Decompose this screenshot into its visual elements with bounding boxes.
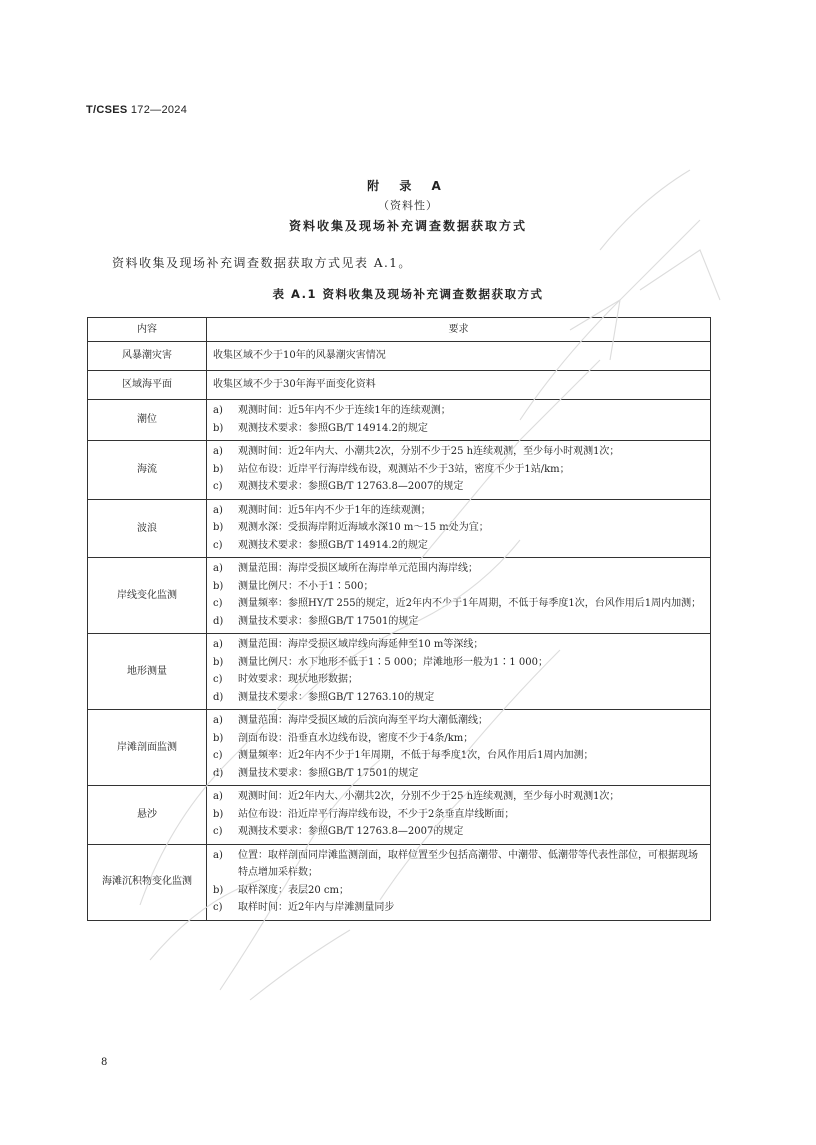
requirement-item — [213, 689, 704, 707]
item-text: 观测水深：受损海岸附近海域水深10 m～15 m处为宜； — [238, 522, 489, 533]
row-content-cell: 波浪 — [88, 499, 207, 558]
item-marker: c) — [213, 539, 223, 551]
table-row — [88, 634, 711, 710]
row-requirements-cell — [207, 844, 711, 920]
table-header-row — [88, 318, 711, 342]
requirement-item — [213, 420, 704, 438]
row-requirements-cell — [207, 342, 711, 371]
table-row — [88, 844, 711, 920]
item-text: 观测技术要求：参照GB/T 12763.8—2007的规定 — [238, 826, 464, 837]
item-marker: d) — [213, 691, 224, 703]
requirement-item — [213, 671, 704, 689]
item-marker: a) — [213, 849, 223, 861]
requirement-item — [213, 461, 704, 479]
item-marker: c) — [213, 902, 223, 913]
row-requirements-cell — [207, 400, 711, 441]
page-number: 8 — [101, 1057, 108, 1068]
item-text: 观测技术要求：参照GB/T 12763.8—2007的规定 — [238, 481, 464, 492]
item-text: 测量范围：海岸受损区域的后滨向海至平均大潮低潮线； — [238, 715, 488, 726]
row-content-cell: 潮位 — [88, 400, 207, 441]
requirement-item — [213, 847, 704, 882]
table-row — [88, 499, 711, 558]
item-text: 测量频率：近2年内不少于1年周期，不低于每季度1次，台风作用后1周内加测； — [238, 750, 594, 761]
appendix-title: 附 录 A — [367, 179, 449, 193]
item-text: 收集区域不少于30年海平面变化资料 — [213, 378, 376, 390]
header-content: 内容 — [88, 318, 207, 342]
requirement-item — [213, 730, 704, 748]
item-marker: b) — [213, 656, 224, 668]
item-text: 测量范围：海岸受损区域岸线向海延伸至10 m等深线； — [238, 639, 484, 650]
table-row — [88, 441, 711, 500]
item-text: 测量技术要求：参照GB/T 17501的规定 — [238, 767, 419, 779]
item-marker: a) — [213, 791, 223, 802]
item-text: 测量技术要求：参照GB/T 17501的规定 — [238, 615, 419, 627]
item-text: 测量比例尺：不小于1∶500； — [238, 580, 374, 592]
row-requirements-cell — [207, 786, 711, 845]
appendix-subtitle: 资料收集及现场补充调查数据获取方式 — [288, 219, 527, 233]
item-marker: c) — [213, 481, 223, 492]
item-text: 位置：取样剖面同岸滩监测剖面，取样位置至少包括高潮带、中潮带、低潮带等代表性部位，可根据现场特点增加采样数； — [238, 849, 698, 878]
item-text: 站位布设：沿近岸平行海岸线布设，不少于2条垂直岸线断面； — [238, 808, 515, 820]
header-requirements: 要求 — [207, 318, 711, 342]
requirements-table — [87, 317, 711, 921]
item-text: 取样时间：近2年内与岸滩测量同步 — [238, 902, 395, 913]
item-marker: c) — [213, 826, 223, 837]
item-marker: b) — [213, 732, 224, 744]
item-text: 测量频率：参照HY/T 255的规定，近2年内不少于1年周期，不低于每季度1次，台风作用后1周内加测； — [238, 598, 702, 609]
requirement-item — [213, 712, 704, 730]
requirement-item — [213, 347, 704, 365]
appendix-nature: （资料性） — [378, 199, 438, 212]
requirement-item — [213, 595, 704, 613]
item-text: 时效要求：现状地形数据； — [238, 674, 358, 685]
table-body — [88, 342, 711, 921]
row-requirements-cell — [207, 558, 711, 634]
row-content-cell: 区域海平面 — [88, 371, 207, 400]
row-requirements-cell — [207, 634, 711, 710]
item-marker: b) — [213, 422, 224, 434]
item-marker: c) — [213, 598, 223, 609]
row-requirements-cell — [207, 371, 711, 400]
requirement-item — [213, 519, 704, 537]
document-header — [86, 104, 187, 116]
item-text: 剖面布设：沿垂直水边线布设，密度不少于4条/km； — [238, 732, 474, 744]
item-marker: a) — [213, 504, 223, 516]
requirement-item — [213, 882, 704, 900]
item-text: 取样深度：表层20 cm； — [238, 884, 349, 896]
row-requirements-cell — [207, 441, 711, 500]
item-text: 观测技术要求：参照GB/T 14914.2的规定 — [238, 422, 428, 434]
requirement-item — [213, 443, 704, 461]
item-text: 测量技术要求：参照GB/T 12763.10的规定 — [238, 691, 435, 703]
row-content-cell: 风暴潮灾害 — [88, 342, 207, 371]
intro-paragraph: 资料收集及现场补充调查数据获取方式见表 A.1。 — [112, 256, 412, 270]
table-row — [88, 400, 711, 441]
table-row — [88, 710, 711, 786]
item-text: 观测时间：近5年内不少于1年的连续观测； — [238, 504, 431, 516]
requirement-item — [213, 613, 704, 631]
item-marker: a) — [213, 639, 223, 650]
item-marker: a) — [213, 715, 223, 726]
requirement-item — [213, 636, 704, 654]
row-content-cell: 岸线变化监测 — [88, 558, 207, 634]
requirement-item — [213, 578, 704, 596]
item-marker: d) — [213, 767, 224, 779]
row-content-cell: 海流 — [88, 441, 207, 500]
requirement-item — [213, 502, 704, 520]
item-text: 观测技术要求：参照GB/T 14914.2的规定 — [238, 539, 428, 551]
item-text: 测量范围：海岸受损区域所在海岸单元范围内海岸线； — [238, 563, 478, 574]
item-marker: a) — [213, 563, 223, 574]
item-text: 观测时间：近2年内大、小潮共2次，分别不少于25 h连续观测，至少每小时观测1次； — [238, 446, 620, 457]
item-text: 测量比例尺：水下地形不低于1∶5 000；岸滩地形一般为1∶1 000； — [238, 656, 548, 668]
standard-code: T/CSES — [86, 104, 128, 116]
watermark-stroke — [250, 930, 350, 1000]
item-marker: c) — [213, 750, 223, 761]
item-marker: b) — [213, 522, 224, 533]
item-marker: b) — [213, 463, 224, 475]
table-caption: 表 A.1 资料收集及现场补充调查数据获取方式 — [272, 287, 544, 301]
row-requirements-cell — [207, 499, 711, 558]
item-text: 观测时间：近5年内不少于连续1年的连续观测； — [238, 405, 451, 416]
table-row — [88, 342, 711, 371]
requirement-item — [213, 806, 704, 824]
standard-number: 172—2024 — [130, 104, 188, 116]
row-content-cell: 岸滩剖面监测 — [88, 710, 207, 786]
row-requirements-cell — [207, 710, 711, 786]
requirement-item — [213, 747, 704, 765]
item-marker: b) — [213, 808, 224, 820]
item-marker: a) — [213, 405, 223, 416]
table-row — [88, 371, 711, 400]
item-marker: a) — [213, 446, 223, 457]
requirement-item — [213, 402, 704, 420]
requirement-item — [213, 537, 704, 555]
requirement-item — [213, 376, 704, 394]
row-content-cell: 地形测量 — [88, 634, 207, 710]
item-text: 观测时间：近2年内大、小潮共2次，分别不少于25 h连续观测，至少每小时观测1次； — [238, 791, 620, 802]
row-content-cell: 悬沙 — [88, 786, 207, 845]
requirement-item — [213, 899, 704, 917]
requirement-item — [213, 654, 704, 672]
requirement-item — [213, 478, 704, 496]
requirement-item — [213, 765, 704, 783]
item-marker: d) — [213, 615, 224, 627]
table-row — [88, 786, 711, 845]
item-text: 站位布设：近岸平行海岸线布设，观测站不少于3站，密度不少于1站/km； — [238, 463, 570, 475]
item-text: 收集区域不少于10年的风暴潮灾害情况 — [213, 349, 386, 361]
item-marker: b) — [213, 884, 224, 896]
item-marker: b) — [213, 580, 224, 592]
requirement-item — [213, 823, 704, 841]
requirement-item — [213, 788, 704, 806]
row-content-cell: 海滩沉积物变化监测 — [88, 844, 207, 920]
requirement-item — [213, 560, 704, 578]
item-marker: c) — [213, 674, 223, 685]
table-row — [88, 558, 711, 634]
